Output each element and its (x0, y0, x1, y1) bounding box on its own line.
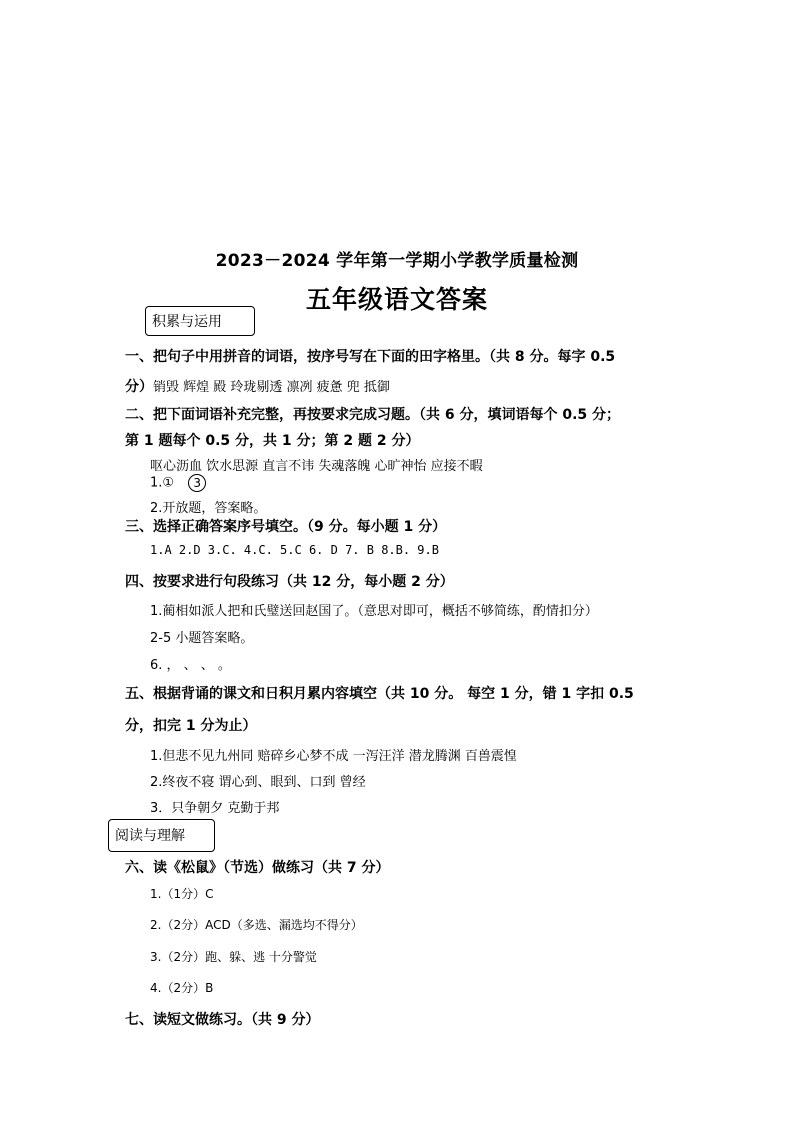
section-box-reading: 阅读与理解 (108, 819, 215, 852)
q2-heading-line2: 第 1 题每个 0.5 分，共 1 分；第 2 题 2 分） (125, 433, 420, 449)
q2-words: 呕心沥血 饮水思源 直言不讳 失魂落魄 心旷神怡 应接不暇 (150, 459, 483, 474)
q7-heading: 七、读短文做练习。（共 9 分） (125, 1012, 320, 1028)
q1-heading-line1: 一、把句子中用拼音的词语，按序号写在下面的田字格里。（共 8 分。每字 0.5 (125, 349, 616, 365)
q5-item2: 2.终夜不寝 谓心到、眼到、口到 曾经 (150, 775, 366, 790)
q2-item1 (150, 474, 206, 492)
q4-heading: 四、按要求进行句段练习（共 12 分，每小题 2 分） (125, 574, 454, 590)
section-box-accumulate: 积累与运用 (145, 306, 255, 336)
q6-item4: 4.（2分）B (150, 981, 214, 995)
q5-heading-line1: 五、根据背诵的课文和日积月累内容填空（共 10 分。 每空 1 分，错 1 字扣 0.5 (125, 686, 634, 702)
q1-answer: 销毁 辉煌 殿 玲珑剔透 凛冽 疲惫 兜 抵御 (153, 380, 390, 395)
q5-item3: 3．只争朝夕 克勤于邦 (150, 801, 280, 816)
q4-item2: 2-5 小题答案略。 (150, 631, 254, 646)
q2-heading-line1: 二、把下面词语补充完整，再按要求完成习题。（共 6 分，填词语每个 0.5 分； (125, 407, 621, 423)
q6-heading: 六、读《松鼠》（节选）做练习（共 7 分） (125, 860, 390, 876)
page-title: 五年级语文答案 (305, 285, 488, 314)
q4-item6: 6. ， 、 、 。 (150, 658, 231, 673)
q3-answer: 1.A 2.D 3.C. 4.C. 5.C 6. D 7. B 8.B. 9.B (150, 543, 439, 557)
q6-item2: 2.（2分）ACD（多选、漏选均不得分） (150, 918, 363, 932)
q5-heading-line2: 分，扣完 1 分为止） (125, 718, 257, 734)
q5-item1: 1.但悲不见九州同 赔碎乡心梦不成 一泻汪洋 潜龙腾渊 百兽震惶 (150, 749, 517, 764)
q2-item1-circled-answer: 3 (188, 474, 206, 492)
q1-answer-line (125, 376, 390, 396)
q6-item1: 1.（1分）C (150, 887, 214, 901)
q6-item3: 3.（2分）跑、躲、逃 十分警觉 (150, 950, 317, 964)
q3-heading: 三、选择正确答案序号填空。（9 分。每小题 1 分） (125, 519, 447, 535)
q1-heading-line2: 分） (125, 379, 153, 395)
q4-item1: 1.蔺相如派人把和氏璧送回赵国了。（意思对即可，概括不够简练，酌情扣分） (150, 604, 598, 619)
q2-item1-prefix: 1.① (150, 475, 175, 491)
q2-item2: 2.开放题，答案略。 (150, 501, 267, 516)
exam-subtitle: 2023－2024 学年第一学期小学教学质量检测 (215, 251, 579, 271)
